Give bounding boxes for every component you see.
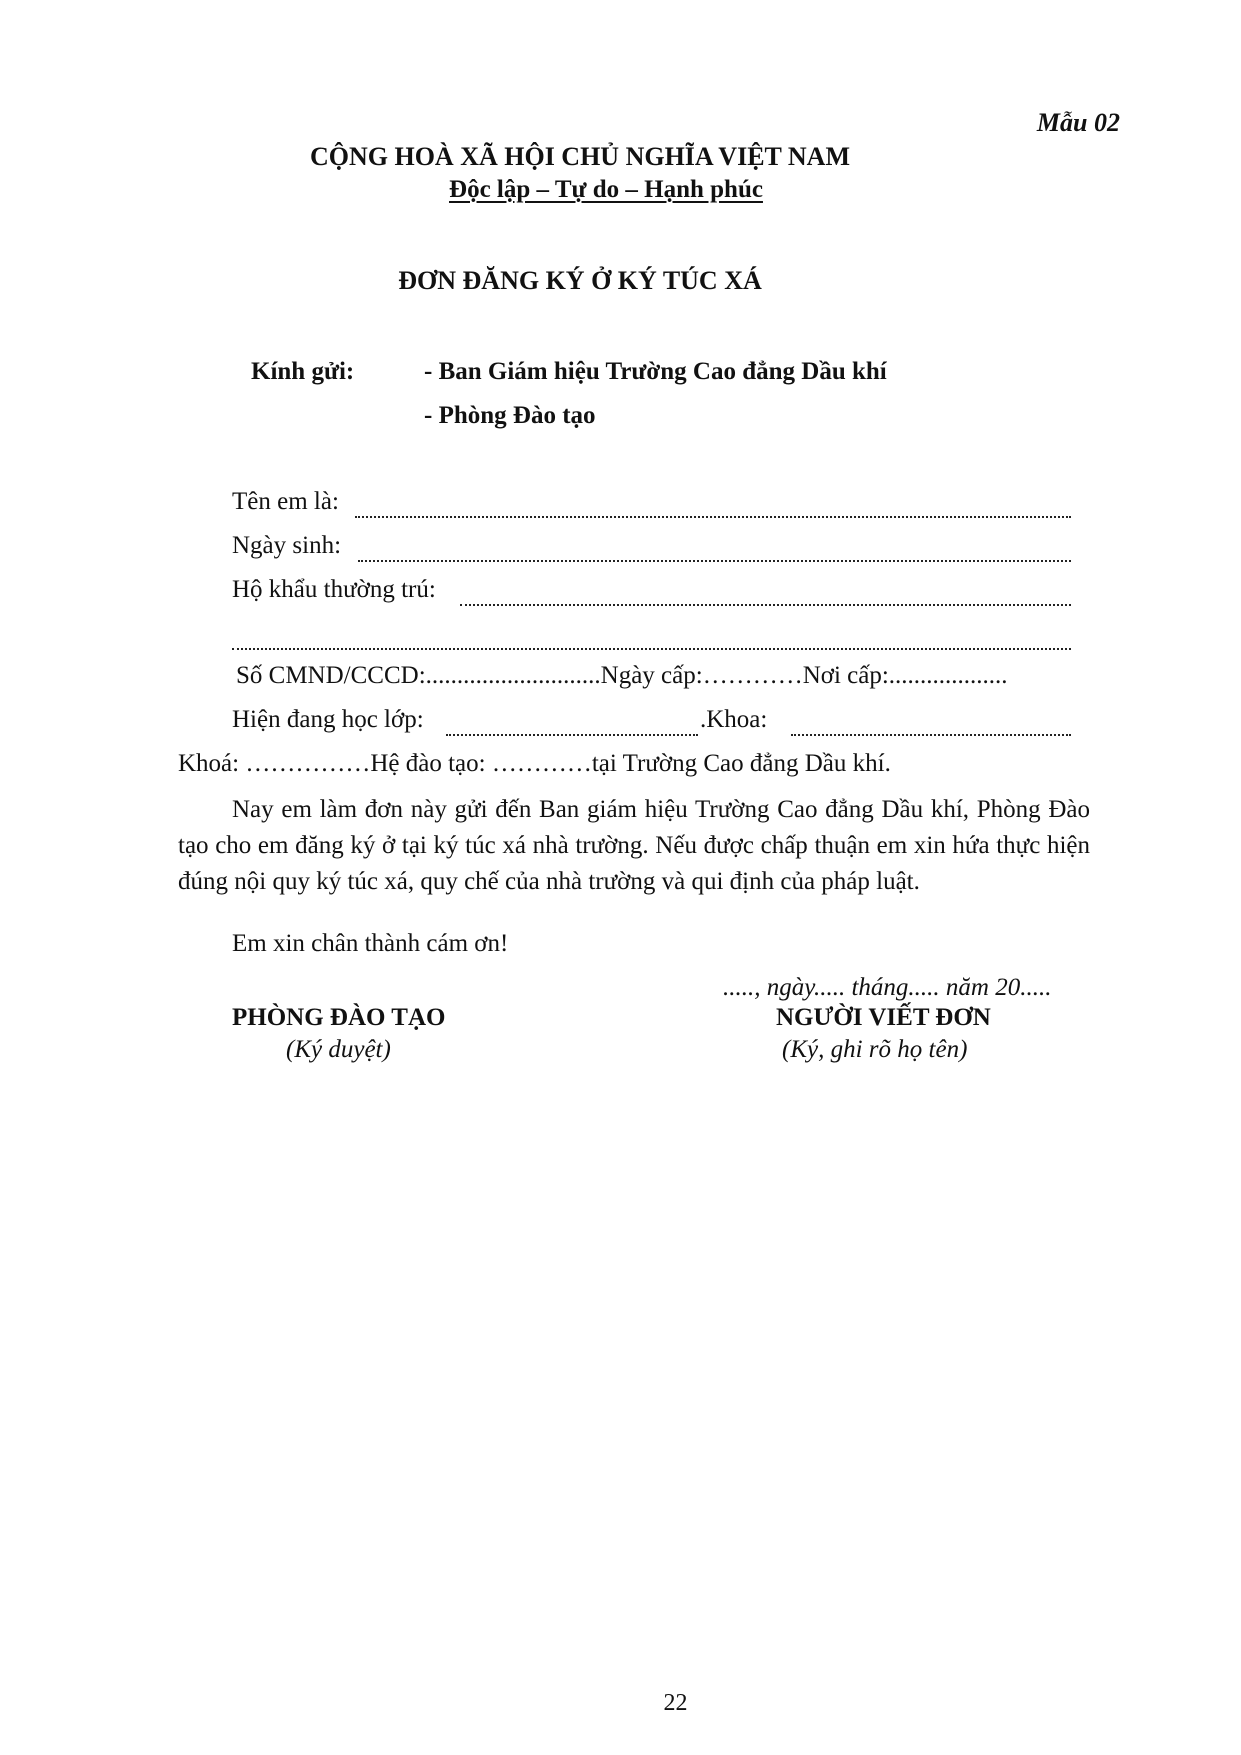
- issue-place-field[interactable]: ...................: [888, 662, 1008, 689]
- recipient-item-office: - Phòng Đào tạo: [424, 402, 596, 429]
- motto: [0, 176, 1212, 204]
- body-paragraph: Nay em làm đơn này gửi đến Ban giám hiệu Trường Cao đẳng Dầu khí, Phòng Đào tạo cho em đăng ký ở tại ký túc xá nhà trường. Nếu được chấp thuận em xin hứa thực hiện đúng nội quy ký túc xá, quy chế của nhà trường và qui định của pháp luật.: [178, 796, 1090, 895]
- issue-date-label: Ngày cấp:: [600, 662, 703, 689]
- faculty-field[interactable]: [791, 734, 1071, 736]
- id-card-field[interactable]: ............................: [425, 662, 601, 689]
- issue-place-label: Nơi cấp:: [802, 662, 889, 689]
- name-label: Tên em là:: [232, 488, 339, 515]
- address-field-line2[interactable]: [232, 648, 1071, 650]
- id-row: [236, 662, 1008, 690]
- page-number: 22: [663, 1690, 688, 1716]
- class-field[interactable]: [446, 734, 698, 736]
- dob-label: Ngày sinh:: [232, 532, 342, 559]
- name-field[interactable]: [355, 516, 1071, 518]
- program-field[interactable]: …………: [491, 750, 592, 777]
- address-label: Hộ khẩu thường trú:: [232, 576, 436, 603]
- class-label: Hiện đang học lớp:: [232, 706, 424, 733]
- right-signature-title: NGƯỜI VIẾT ĐƠN: [776, 1004, 991, 1031]
- school-text: tại Trường Cao đẳng Dầu khí.: [591, 750, 891, 777]
- date-line: ....., ngày..... tháng..... năm 20.....: [723, 974, 1052, 1001]
- program-label: Hệ đào tạo:: [370, 750, 486, 777]
- left-signature-title: PHÒNG ĐÀO TẠO: [232, 1004, 446, 1031]
- address-field[interactable]: [460, 604, 1071, 606]
- faculty-label: .Khoa:: [700, 706, 768, 733]
- course-field[interactable]: ……………: [245, 750, 371, 777]
- page-title: ĐƠN ĐĂNG KÝ Ở KÝ TÚC XÁ: [398, 266, 762, 295]
- recipients-label: Kính gửi:: [251, 358, 355, 385]
- right-signature-note: (Ký, ghi rõ họ tên): [782, 1036, 968, 1063]
- course-row: [178, 750, 891, 778]
- nation-header: CỘNG HOÀ XÃ HỘI CHỦ NGHĨA VIỆT NAM: [309, 142, 851, 171]
- left-signature-note: (Ký duyệt): [286, 1036, 391, 1063]
- course-label: Khoá:: [178, 750, 240, 777]
- issue-date-field[interactable]: …………: [702, 662, 803, 689]
- id-card-label: Số CMND/CCCD:: [236, 662, 426, 689]
- form-code: Mẫu 02: [1036, 108, 1120, 137]
- thanks-text: Em xin chân thành cám ơn!: [232, 930, 509, 957]
- motto-text: Độc lập – Tự do – Hạnh phúc: [449, 176, 763, 203]
- dob-field[interactable]: [358, 560, 1071, 562]
- recipient-item-board: - Ban Giám hiệu Trường Cao đẳng Dầu khí: [424, 358, 887, 385]
